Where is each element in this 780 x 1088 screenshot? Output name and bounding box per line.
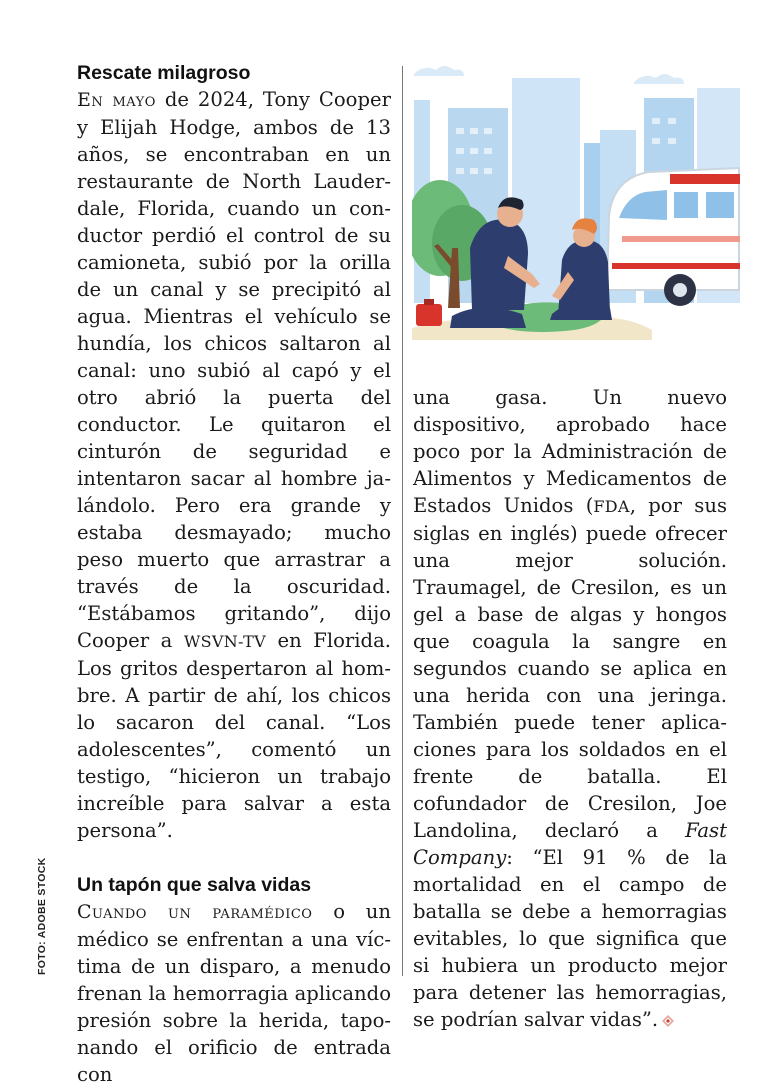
article-paragraph-plug-cont xyxy=(413,384,727,1033)
left-column xyxy=(77,60,391,1088)
body-text-right-3: : “El 91 % de la mortalidad en el campo de batalla se debe a hemorragias evitables, lo que significa que si hubiera un producto mejor para detener las hemorragias, se podrían salvar vidas”. xyxy=(413,846,727,1031)
article-paragraph-rescue xyxy=(77,86,391,844)
photo-credit: FOTO: ADOBE STOCK xyxy=(36,857,48,975)
section-heading-plug: Un tapón que salva vidas xyxy=(77,874,312,896)
station-name: WSVN-TV xyxy=(183,632,266,651)
article-paragraph-plug xyxy=(77,898,391,1088)
agency-abbr: FDA xyxy=(593,497,630,516)
end-mark-icon xyxy=(662,1015,674,1027)
magazine-name: Fast Company xyxy=(413,819,727,869)
body-text-right-1: una gasa. Un nuevo dispositivo, aprobado hace poco por la Administración de Alimentos y Medicamentos de Estados Unidos ( xyxy=(413,386,727,517)
column-divider xyxy=(402,66,403,976)
lead-in-2: Cuando un paramédico xyxy=(77,901,313,923)
body-text-left: o un médico se enfrentan a una víctima de un disparo, a menudo frenan la hemorragia aplicando presión sobre la herida, taponando el orificio de entrada con xyxy=(77,900,391,1086)
paramedics-illustration xyxy=(412,58,740,345)
body-text: de 2024, Tony Cooper y Elijah Hodge, ambos de 13 años, se encontraban en un restaurante de North Lauderdale, Florida, cuando un conductor perdió el control de su camioneta, subió por la orilla de un canal y se precipitó al agua. Mientras el vehículo se hundía, los chicos saltaron al canal: uno subió al capó y el otro abrió la puerta del conductor. Le quitaron el cinturón de seguridad e intentaron sacar al hombre jalándolo. Pero era grande y estaba desmayado; mucho peso muerto que arrastrar a través de la oscuridad. “Estábamos gritando”, dijo Cooper a xyxy=(77,88,391,652)
body-text-end: en Florida. Los gritos despertaron al hombre. A partir de ahí, los chicos lo sacaron del canal. “Los adolescentes”, comentó un testigo, “hicieron un trabajo increíble para salvar a esta persona”. xyxy=(77,629,391,842)
section-heading-rescue: Rescate milagroso xyxy=(77,62,251,84)
lead-in: En mayo xyxy=(77,89,156,111)
right-column xyxy=(413,384,727,1033)
body-text-right-2: , por sus siglas en inglés) puede ofrecer una mejor solución. Traumagel, de Cresilon, es un gel a base de algas y hongos que coagula la sangre en segundos cuando se aplica en una herida con una jeringa. También puede tener aplicaciones para los soldados en el frente de batalla. El cofundador de Cresilon, Joe Landolina, declaró a xyxy=(413,494,727,842)
